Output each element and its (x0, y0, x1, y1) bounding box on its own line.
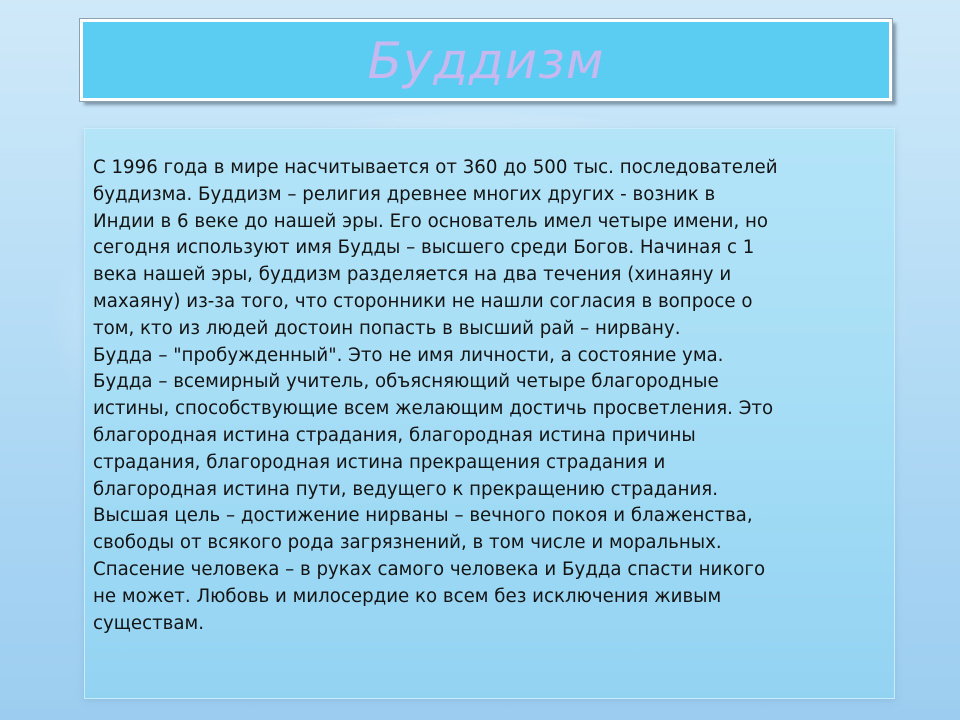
slide-body-text: С 1996 года в мире насчитывается от 360 до 500 тыс. последователей буддизма. Буддизм – религия древнее многих других - возник в Индии в 6 веке до нашей эры. Его основатель имел четыре имени, но сегодня используют имя Будды – высшего среди Богов. Начиная с 1 века нашей эры, буддизм разделяется на два течения (хинаяну и махаяну) из-за того, что сторонники не нашли согласия в вопросе о том, кто из людей достоин попасть в высший рай – нирвану. Будда – "пробужденный". Это не имя личности, а состояние ума. Будда – всемирный учитель, объясняющий четыре благородные истины, способствующие всем желающим достичь просветления. Это благородная истина страдания, благородная истина причины страдания, благородная истина прекращения страдания и благородная истина пути, ведущего к прекращению страдания. Высшая цель – достижение нирваны – вечного покоя и блаженства, свободы от всякого рода загрязнений, в том числе и моральных. Спасение человека – в руках самого человека и Будда спасти никого не может. Любовь и милосердие ко всем без исключения живым существам. (93, 157, 778, 634)
slide-title: Буддизм (367, 32, 605, 90)
slide-content-box (84, 128, 895, 699)
slide-title-bar (80, 19, 892, 101)
